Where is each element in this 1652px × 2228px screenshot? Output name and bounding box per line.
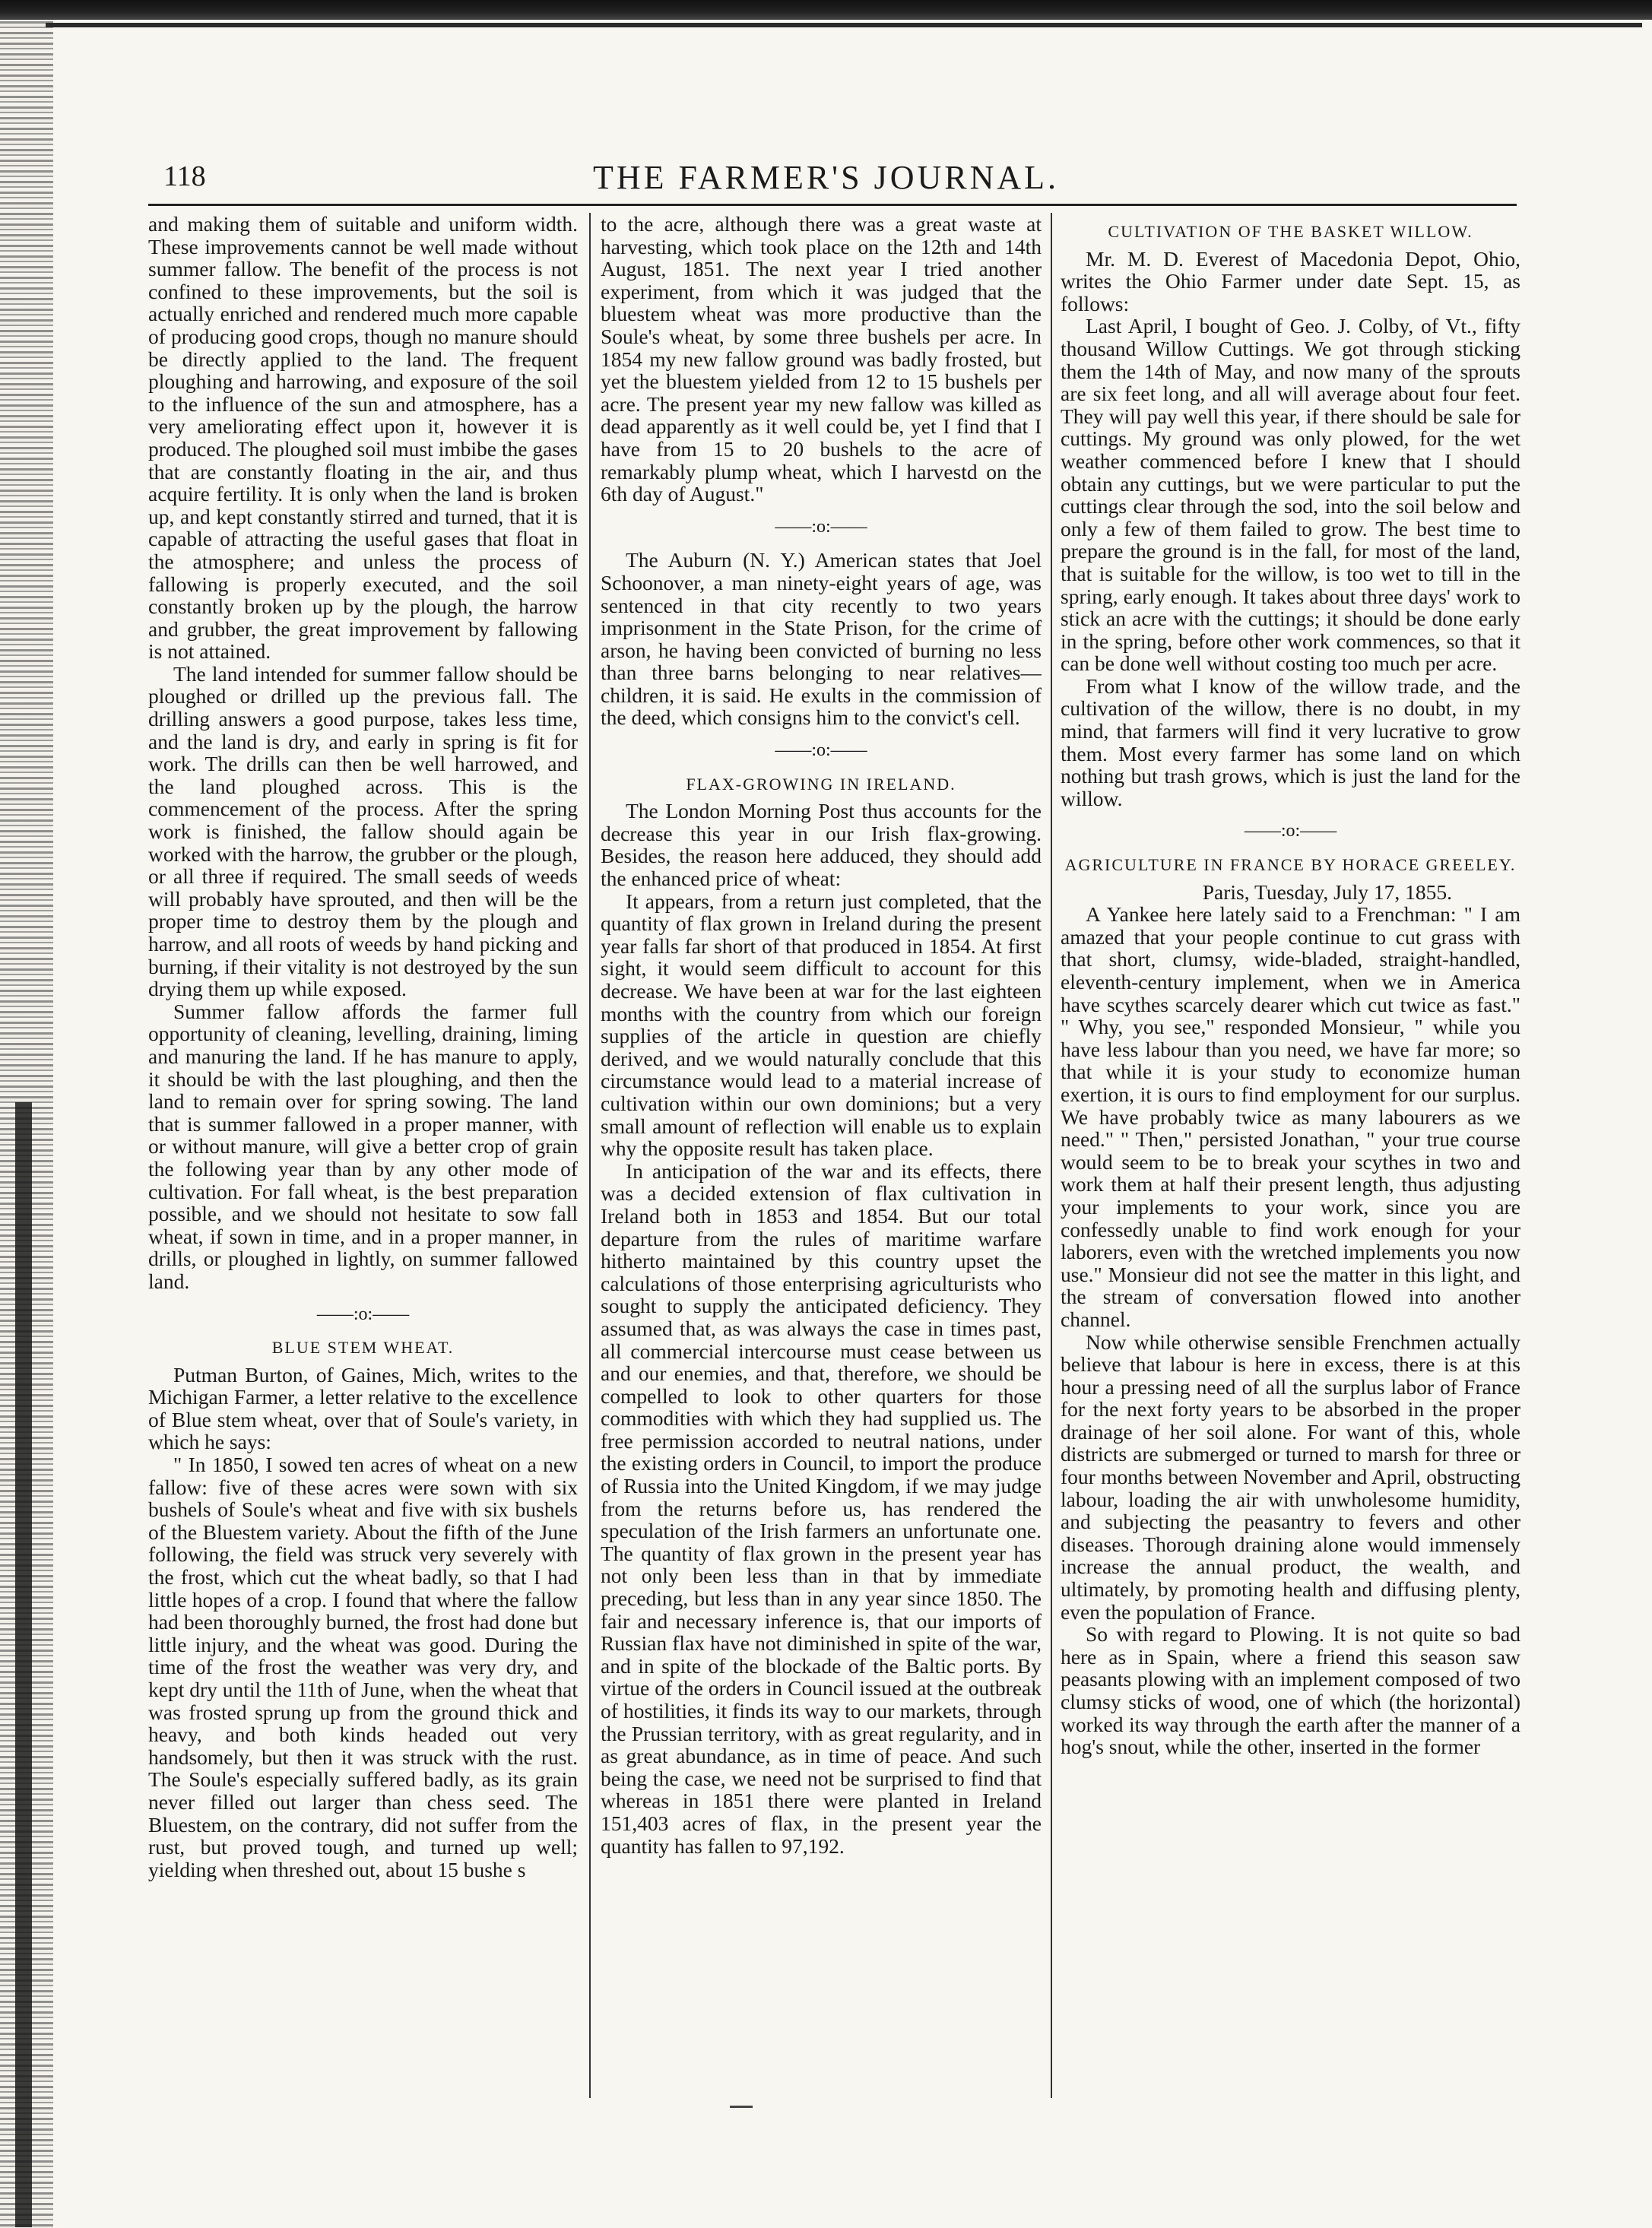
article-paragraph: So with regard to Plowing. It is not quite so bad here as in Spain, where a friend this season saw peasants plowing with an implement composed of two clumsy sticks of wood, one of which (the horizontal) worked its way through the earth after the manner of a hog's snout, while the other, inserted in the former (1061, 1622, 1520, 1759)
article-paragraph: Now while otherwise sensible Frenchmen actually believe that labour is here in excess, there is at this hour a pressing need of all the surplus labor of France for the next forty years to be absorbed in the proper drainage of her soil alone. For want of this, whole districts are submerged or turned to marsh for three or four months between November and April, obstructing labour, loading the air with unwholesome humidity, and subjecting the peasantry to fevers and other diseases. Thorough draining alone would immensely increase the annual product, the wealth, and ultimately, by promoting health and diffusing plenty, even the population of France. (1061, 1330, 1520, 1624)
column-3 (1061, 213, 1520, 2099)
article-paragraph: The Auburn (N. Y.) American states that Joel Schoonover, a man ninety-eight years of age, was sentenced in that city recently to two years imprisonment in the State Prison, for the crime of arson, he having been convicted of burning no less than three barns belonging to near relatives—children, it is said. He exults in the commission of the deed, which consigns him to the convict's cell. (601, 548, 1042, 730)
article-paragraph: and making them of suitable and uniform width. These improvements cannot be well made without summer fallow. The benefit of the process is not confined to these improvements, but the soil is actually enriched and rendered much more capable of producing good crops, though no manure should be directly applied to the land. The frequent ploughing and harrowing, and exposure of the soil to the influence of the sun and atmosphere, has a very ameliorating effect upon it, however it is produced. The ploughed soil must imbibe the gases that are constantly floating in the air, and thus acquire fertility. It is only when the land is broken up, and kept constantly stirred and turned, that it is capable of attracting the useful gases that float in the atmosphere; and unless the process of fallowing is properly executed, and the soil constantly broken up by the plough, the harrow and grubber, the great improvement by fallowing is not attained. (148, 213, 578, 664)
section-separator: ——:o:—— (1244, 821, 1337, 841)
article-paragraph: It appears, from a return just completed, that the quantity of flax grown in Ireland during the present year falls far short of that produced in 1854. At first sight, it would seem difficult to account for this decrease. We have been at war for the last eighteen months with the country from which our foreign supplies of the article in question are chiefly derived, and we would naturally conclude that this circumstance would lead to a material increase of cultivation within our own dominions; but a very small amount of reflection will enable us to explain why the opposite result has taken place. (601, 889, 1042, 1161)
article-paragraph: Last April, I bought of Geo. J. Colby, of Vt., fifty thousand Willow Cuttings. We got through sticking them the 14th of May, and now many of the sprouts are six feet long, and all will average about four feet. They will pay well this year, if there should be sale for cuttings. My ground was only plowed, for the wet weather commenced before I knew that I should obtain any cuttings, but we were particular to put the cuttings clear through the sod, into the soil below and only a few of them failed to grow. The best time to prepare the ground is in the fall, for most of the land, that is suitable for the willow, is too wet to till in the spring, early enough. It takes about three days' work to stick an acre with the cuttings; it should be done early in the spring, before other work commences, so that it can be done well without costing too much per acre. (1061, 314, 1520, 676)
page-number: 118 (163, 160, 206, 192)
column-divider-1 (589, 213, 591, 2098)
article-paragraph: Putman Burton, of Gaines, Mich, writes to the Michigan Farmer, a letter relative to the excellence of Blue stem wheat, over that of Soule's variety, in which he says: (148, 1362, 578, 1454)
section-separator: ——:o:—— (775, 516, 867, 537)
article-paragraph: The land intended for summer fallow should be ploughed or drilled up the previous fall. The drilling answers a good purpose, takes less time, and the land is dry, and early in spring is fit for work. The drills can then be well harrowed, and the land ploughed across. This is the commencement of the process. After the spring work is finished, the fallow should again be worked with the harrow, the grubber or the plough, or all three if required. The small seeds of weeds will probably have sprouted, and then will be the proper time to destroy them by the plough and harrow, and all roots of weeds by hand picking and burning, if their vitality is not destroyed by the sun drying them up while exposed. (148, 661, 578, 1001)
article-paragraph: The London Morning Post thus accounts for the decrease this year in our Irish flax-growing. Besides, the reason here adduced, they should add the enhanced price of wheat: (601, 799, 1042, 891)
article-paragraph: From what I know of the willow trade, and the cultivation of the willow, there is no doubt, in my mind, that farmers will find it very lucrative to grow them. Most every farmer has some land on which nothing but trash grows, which is just the land for the willow. (1061, 673, 1520, 810)
top-border-rule (0, 0, 1652, 20)
article-paragraph: Mr. M. D. Everest of Macedonia Depot, Ohio, writes the Ohio Farmer under date Sept. 15, as follows: (1061, 246, 1520, 315)
column-2 (601, 213, 1042, 2099)
section-separator: ——:o:—— (316, 1304, 410, 1324)
heading-flax-growing: FLAX-GROWING IN IRELAND. (686, 774, 956, 794)
top-border-thin-rule (46, 23, 1642, 27)
article-paragraph: " In 1850, I sowed ten acres of wheat on a new fallow: five of these acres were sown with six bushels of Soule's wheat and five with six bushels of the Bluestem variety. About the fifth of the June following, the field was struck very severely with the frost, which cut the wheat badly, so that I had little hopes of a crop. I found that where the fallow had been thoroughly burned, the frost had done but little injury, and the wheat was good. During the time of the frost the weather was very dry, and kept dry until the 11th of June, when the wheat that was frosted sprung up from the ground thick and heavy, and both kinds headed out very handsomely, but then it was struck with the rust. The Soule's especially suffered badly, as its grain never filled out larger than chess seed. The Bluestem, on the contrary, did not suffer from the rust, but proved tough, and turned up well; yielding when threshed out, about 15 bushe s (148, 1453, 578, 1881)
bottom-mark (730, 2106, 753, 2108)
column-1 (148, 213, 578, 2099)
article-paragraph: A Yankee here lately said to a Frenchman: " I am amazed that your people continue to cut grass with that short, clumsy, wide-bladed, straight-handled, eleventh-century implement, when we in America have scythes scarcely dearer which cut twice as fast." " Why, you see," responded Monsieur, " while you have less labour than you need, we have far more; so that while it is your study to economize human exertion, it is ours to find employment for our surplus. We have probably twice as many labourers as we need." " Then," persisted Jonathan, " your true course would seem to be to break your scythes in two and work them at half their present length, thus adjusting your implements to your work, since you are confessedly unable to find work enough for your laborers, even with the wretched implements you now use." Monsieur did not see the matter in this light, and the stream of conversation flowed into another channel. (1061, 902, 1520, 1331)
heading-basket-willow: CULTIVATION OF THE BASKET WILLOW. (1108, 222, 1473, 241)
header-rule (148, 204, 1517, 206)
column-divider-2 (1051, 213, 1052, 2098)
article-paragraph: to the acre, although there was a great waste at harvesting, which took place on the 12th and 14th August, 1851. The next year I tried another experiment, from which it was judged that the bluestem wheat was more productive than the Soule's wheat, by some three bushels per acre. In 1854 my new fallow ground was badly frosted, but yet the bluestem yielded from 12 to 15 bushels per acre. The present year my new fallow was killed as dead apparently as it well could be, yet I find that I have from 15 to 20 bushels to the acre of remarkably plump wheat, which I harvestd on the 6th day of August." (601, 213, 1042, 506)
section-separator: ——:o:—— (775, 740, 867, 761)
heading-blue-stem-wheat: BLUE STEM WHEAT. (271, 1338, 455, 1358)
heading-agriculture-france: AGRICULTURE IN FRANCE BY HORACE GREELEY. (1064, 855, 1517, 875)
journal-title: THE FARMER'S JOURNAL. (592, 159, 1060, 196)
dateline: Paris, Tuesday, July 17, 1855. (1202, 879, 1452, 904)
article-paragraph: In anticipation of the war and its effects, there was a decided extension of flax cultivation in Ireland both in 1853 and 1854. But our total departure from the rules of maritime warfare hitherto maintained by this country upset the calculations of those enterprising agriculturists who sought to supply the anticipated deficiency. They assumed that, as was always the case in times past, all commercial intercourse must cease between us and our enemies, and that, therefore, we should be compelled to look to other quarters for those commodities with which they had supplied us. The free permission accorded to neutral nations, under the existing orders in Council, to import the produce of Russia into the United Kingdom, if we may judge from the returns before us, has rendered the speculation of the Irish farmers an unfortunate one. The quantity of flax grown in the present year has not only been less than in that by immediate preceding, but less than in any year since 1850. The fair and necessary inference is, that our imports of Russian flax have not diminished in spite of the war, and in spite of the blockade of the Baltic ports. By virtue of the orders in Council issued at the outbreak of hostilities, it finds its way to our markets, through the Prussian territory, with as great regularity, and in as great abundance, as in time of peace. And such being the case, we need not be surprised to find that whereas in 1851 there were planted in Ireland 151,403 acres of flax, in the present year the quantity has fallen to 97,192. (601, 1158, 1042, 1858)
article-paragraph: Summer fallow affords the farmer full opportunity of cleaning, levelling, draining, liming and manuring the land. If he has manure to apply, it should be with the last ploughing, and then the land to remain over for spring sowing. The land that is summer fallowed in a proper manner, with or without manure, will give a better crop of grain the following year than by any other mode of cultivation. For fall wheat, is the best preparation possible, and we should not hesitate to sow fall wheat, if sown in time, and in a proper manner, in drills, or ploughed in lightly, on summer fallowed land. (148, 999, 578, 1293)
scan-binding-strip (15, 1102, 32, 2227)
